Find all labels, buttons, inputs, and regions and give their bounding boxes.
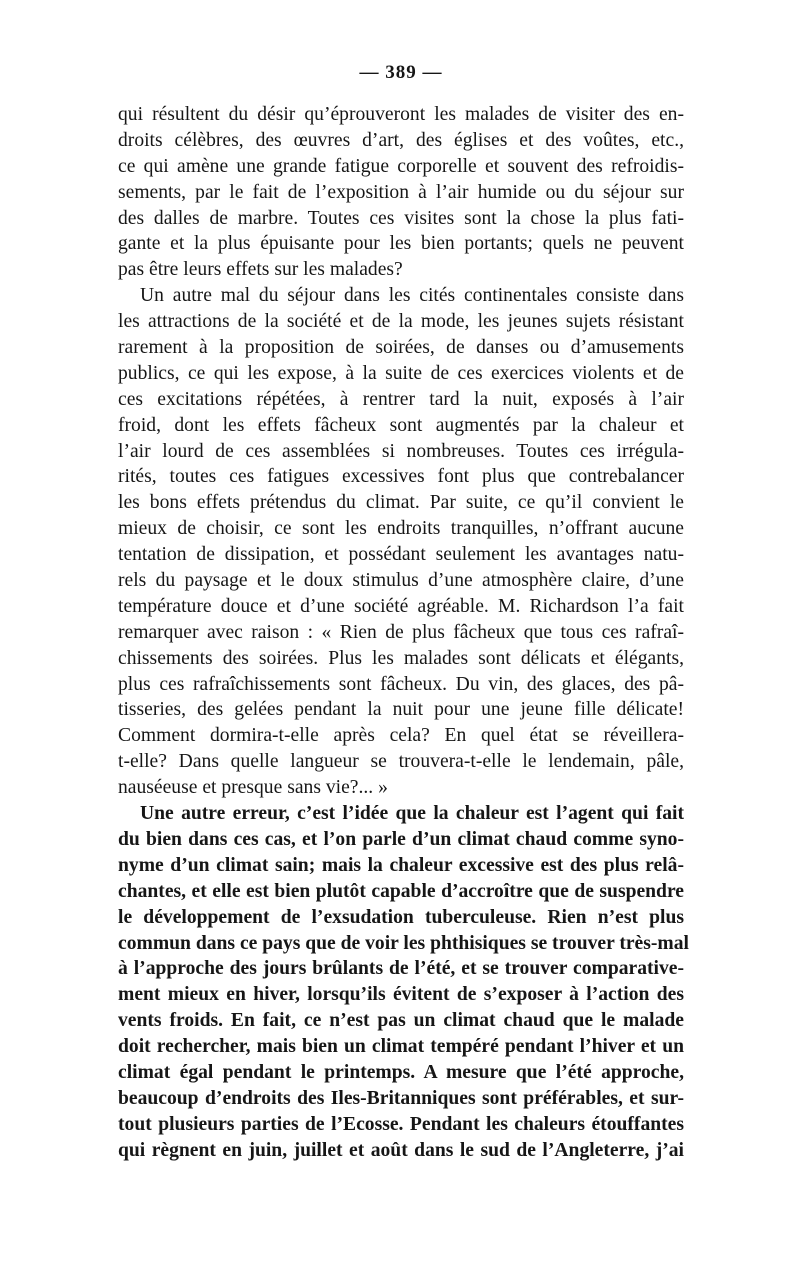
text-line: ces excitations répétées, à rentrer tard la nuit, exposés à l’air	[118, 388, 684, 410]
text-line: rarement à la proposition de soirées, de danses ou d’amusements	[118, 337, 684, 359]
text-line: chantes, et elle est bien plutôt capable d’accroître que de suspendre	[118, 880, 684, 902]
text-line: t-elle? Dans quelle langueur se trouvera-t-elle le lendemain, pâle,	[118, 751, 684, 773]
text-line: les bons effets prétendus du climat. Par suite, ce qu’il convient le	[118, 492, 684, 514]
text-line: sements, par le fait de l’exposition à l’air humide ou du séjour sur	[118, 181, 684, 203]
text-line: ce qui amène une grande fatigue corporelle et souvent des refroidis-	[118, 155, 684, 177]
book-page	[118, 60, 689, 1164]
text-line: beaucoup d’endroits des Iles-Britanniques sont préférables, et sur-	[118, 1087, 684, 1109]
text-line: chissements des soirées. Plus les malades sont délicats et élégants,	[118, 647, 684, 669]
text-line: du bien dans ces cas, et l’on parle d’un climat chaud comme syno-	[118, 828, 684, 850]
text-line: qui résultent du désir qu’éprouveront les malades de visiter des en-	[118, 104, 684, 125]
text-line: froid, dont les effets fâcheux sont augmentés par la chaleur et	[118, 414, 684, 436]
text-line: Un autre mal du séjour dans les cités continentales consiste dans	[140, 285, 684, 307]
page-number: — 389 —	[359, 62, 443, 83]
text-line: rités, toutes ces fatigues excessives font plus que contrebalancer	[118, 466, 684, 488]
text-line: doit rechercher, mais bien un climat tempéré pendant l’hiver et un	[118, 1036, 684, 1058]
text-line: commun dans ce pays que de voir les phthisiques se trouver très-mal	[118, 932, 689, 954]
text-line: ment mieux en hiver, lorsqu’ils évitent de s’exposer à l’action des	[118, 984, 684, 1006]
text-line: nyme d’un climat sain; mais la chaleur excessive est des plus relâ-	[118, 854, 684, 876]
text-line: climat égal pendant le printemps. A mesure que l’été approche,	[118, 1061, 684, 1083]
paragraph-1	[118, 102, 684, 283]
text-line: Comment dormira-t-elle après cela? En quel état se réveillera-	[118, 725, 684, 747]
text-line: plus ces rafraîchissements sont fâcheux. Du vin, des glaces, des pâ-	[118, 673, 684, 695]
text-line: gante et la plus épuisante pour les bien portants; quels ne peuvent	[118, 233, 684, 255]
text-line: tout plusieurs parties de l’Ecosse. Pendant les chaleurs étouffantes	[118, 1113, 684, 1135]
text-line: remarquer avec raison : « Rien de plus fâcheux que tous ces rafraî-	[118, 621, 684, 643]
text-line: rels du paysage et le doux stimulus d’une atmosphère claire, d’une	[118, 570, 684, 592]
text-line: le développement de l’exsudation tuberculeuse. Rien n’est plus	[118, 906, 684, 928]
text-line: à l’approche des jours brûlants de l’été, et se trouver comparative-	[118, 958, 684, 980]
text-line: température douce et d’une société agréable. M. Richardson l’a fait	[118, 595, 684, 617]
text-line: vents froids. En fait, ce n’est pas un climat chaud que le malade	[118, 1010, 684, 1032]
text-line: pas être leurs effets sur les malades?	[118, 259, 403, 281]
text-line: tisseries, des gelées pendant la nuit pour une jeune fille délicate!	[118, 699, 684, 721]
paragraph-3	[118, 801, 689, 1163]
text-line: qui règnent en juin, juillet et août dans le sud de l’Angleterre, j’ai	[118, 1139, 684, 1161]
text-line: mieux de choisir, ce sont les endroits tranquilles, n’offrant aucune	[118, 518, 684, 540]
text-line: Une autre erreur, c’est l’idée que la chaleur est l’agent qui fait	[140, 803, 684, 825]
text-line: l’air lourd de ces assemblées si nombreuses. Toutes ces irrégula-	[118, 440, 684, 462]
text-line: des dalles de marbre. Toutes ces visites sont la chose la plus fati-	[118, 207, 684, 229]
body-text	[118, 102, 689, 1164]
paragraph-2	[118, 283, 684, 801]
text-line: les attractions de la société et de la mode, les jeunes sujets résistant	[118, 311, 684, 333]
text-line: nauséeuse et presque sans vie?... »	[118, 777, 388, 799]
text-line: tentation de dissipation, et possédant seulement les avantages natu-	[118, 544, 684, 566]
text-line: droits célèbres, des œuvres d’art, des églises et des voûtes, etc.,	[118, 129, 684, 151]
text-line: publics, ce qui les expose, à la suite de ces exercices violents et de	[118, 362, 684, 384]
